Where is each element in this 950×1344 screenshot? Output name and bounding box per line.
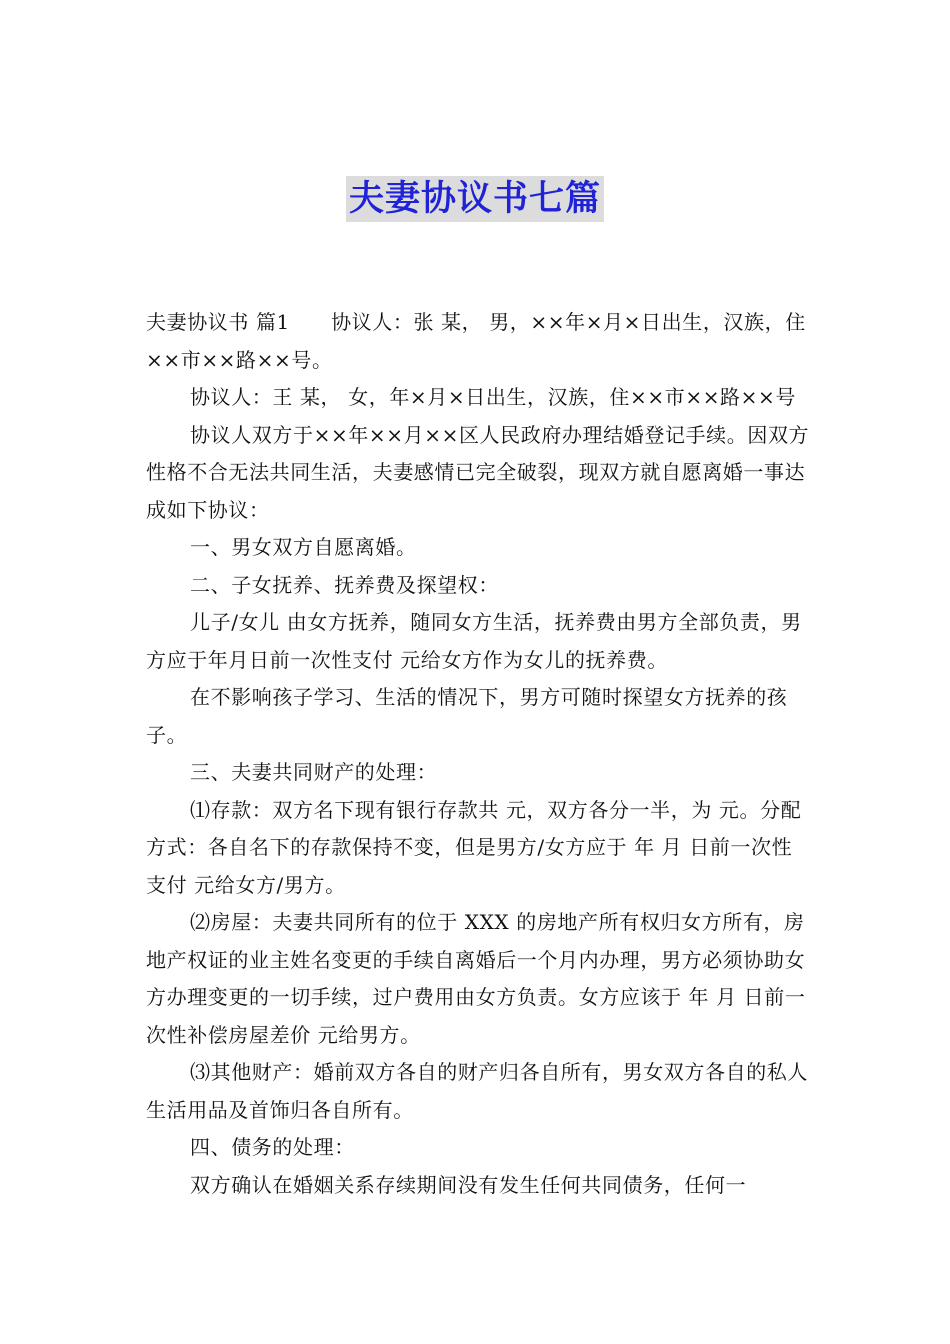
document-body: [146, 304, 810, 1204]
paragraph: 三、夫妻共同财产的处理：: [190, 760, 438, 784]
paragraph: 一、男女双方自愿离婚。: [190, 535, 417, 559]
paragraph: 二、子女抚养、抚养费及探望权：: [190, 572, 499, 597]
paragraph: ⑶其他财产：婚前双方各自的财产归各自所有，男女双方各自的私人生活用品及首饰归各自所有。: [146, 1060, 808, 1122]
paragraph: 儿子/女儿 由女方抚养，随同女方生活，抚养费由男方全部负责，男方应于年月日前一次性支付 元给女方作为女儿的抚养费。: [146, 610, 802, 672]
paragraph: ⑵房屋：夫妻共同所有的位于 XXX 的房地产所有权归女方所有，房地产权证的业主姓名变更的手续自离婚后一个月内办理，男方必须协助女方办理变更的一切手续，过户费用由女方负责。女方应该于 年 月 日前一次性补偿房屋差价 元给男方。: [146, 910, 806, 1047]
paragraph: 夫妻协议书 篇1 协议人：张 某， 男，××年×月×日出生，汉族，住××市××路××号。: [146, 310, 806, 372]
paragraph: 协议人：王 某， 女，年×月×日出生，汉族，住××市××路××号: [190, 385, 796, 409]
paragraph: ⑴存款：双方名下现有银行存款共 元，双方各分一半，为 元。分配方式：各自名下的存款保持不变，但是男方/女方应于 年 月 日前一次性支付 元给女方/男方。: [146, 797, 802, 897]
paragraph: 双方确认在婚姻关系存续期间没有发生任何共同债务，任何一: [190, 1172, 747, 1197]
document-title: 夫妻协议书七篇: [346, 176, 604, 222]
paragraph: 四、债务的处理：: [190, 1135, 355, 1159]
paragraph: 协议人双方于××年××月××区人民政府办理结婚登记手续。因双方性格不合无法共同生活，夫妻感情已完全破裂，现双方就自愿离婚一事达成如下协议：: [146, 422, 810, 522]
title-container: [0, 176, 950, 222]
paragraph: 在不影响孩子学习、生活的情况下，男方可随时探望女方抚养的孩子。: [146, 685, 788, 747]
